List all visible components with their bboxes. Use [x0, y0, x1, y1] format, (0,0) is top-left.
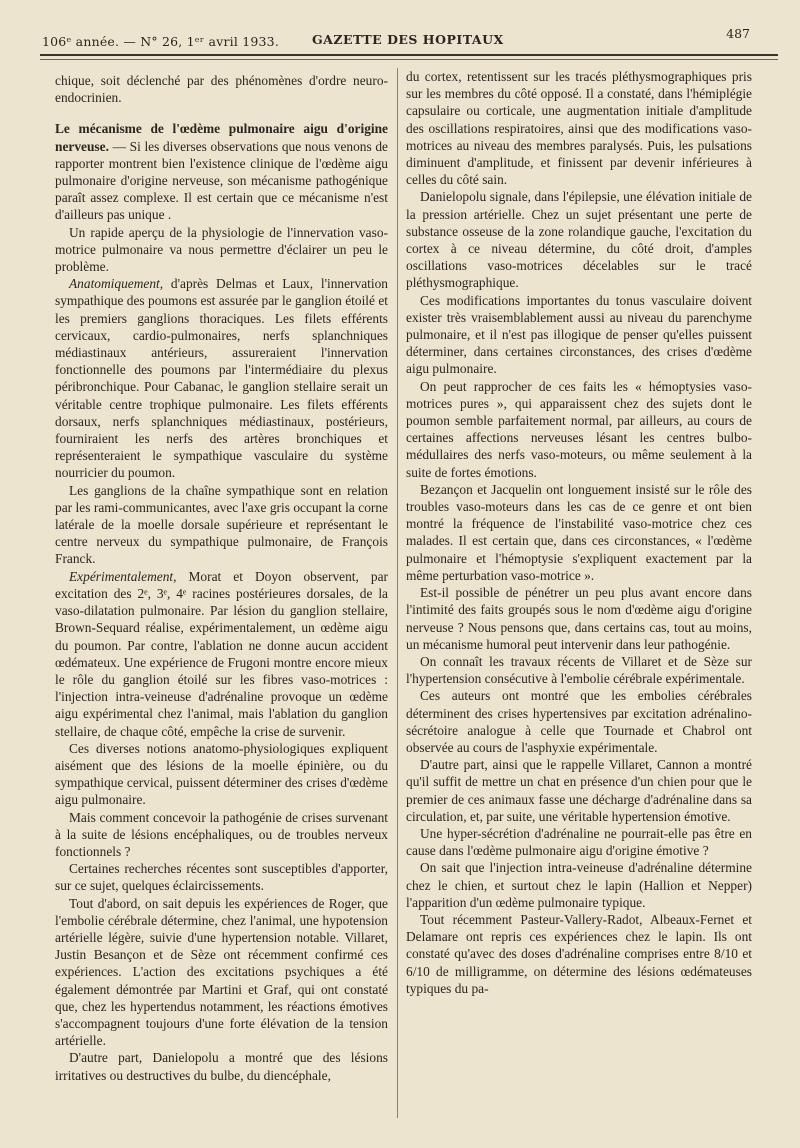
paragraph-lead: Anatomiquement,	[69, 276, 164, 292]
paragraph: D'autre part, ainsi que le rappelle Villaret, Cannon a montré qu'il suffit de mettre un chat en présence d'un chien pour que le premier de ces animaux fasse une décharge d'adrénaline dans sa circulation, et, par suite, une véritable hypertension émotive.	[406, 757, 752, 824]
paragraph: Mais comment concevoir la pathogénie de crises survenant à la suite de lésions encéphaliques, ou de troubles nerveux fonctionnels ?	[55, 809, 388, 859]
page-header	[0, 0, 800, 60]
paragraph: Danielopolu signale, dans l'épilepsie, une élévation initiale de la pression artérielle. Chez un sujet présentant une perte de substance osseuse de la zone rolandique gauche, l'excitation du cortex à ce niveau détermine, du côté droit, d'amples oscillations vaso-motrices décelables sur le tracé pléthysmographique.	[406, 189, 752, 291]
left-column	[55, 72, 388, 1084]
paragraph: chique, soit déclenché par des phénomènes d'ordre neuro-endocrinien.	[55, 73, 388, 106]
journal-title: GAZETTE DES HOPITAUX	[312, 32, 504, 47]
paragraph: Ces auteurs ont montré que les embolies cérébrales déterminent des crises hypertensives par excitation adrénalino-sécrétoire analogue à celle que Tournade et Chabrol ont observée au cours de l'asphyxie expérimentale.	[406, 688, 752, 755]
paragraph: On connaît les travaux récents de Villaret et de Sèze sur l'hypertension consécutive à l'embolie cérébrale expérimentale.	[406, 653, 752, 687]
paragraph: On sait que l'injection intra-veineuse d'adrénaline détermine chez le chien, et surtout chez le lapin (Hallion et Nepper) l'apparition d'un œdème pulmonaire typique.	[406, 860, 752, 910]
paragraph	[55, 275, 388, 481]
paragraph-lead: Expérimentalement,	[69, 568, 177, 584]
paragraph: Un rapide aperçu de la physiologie de l'innervation vaso-motrice pulmonaire va nous permettre d'éclairer un peu le problème.	[55, 224, 388, 275]
issue-info: 106ᵉ année. — N° 26, 1ᵉʳ avril 1933.	[42, 34, 280, 49]
header-rule-thick	[40, 54, 778, 56]
page-number: 487	[726, 26, 750, 41]
paragraph-text: Morat et Doyon observent, par excitation des 2ᵉ, 3ᵉ, 4ᵉ racines postérieures dorsales, de la vaso-dilatation pulmonaire. Par lésion du ganglion stellaire, Brown-Sequard réalise, expérimentalement, un œdème aigu du poumon. Par contre, l'ablation ne donne aucun accident œdémateux. Une expérience de Frugoni montre encore mieux le rôle du ganglion étoilé sur les fibres vaso-motrices : l'injection intra-veineuse d'adrénaline provoque un œdème aigu expérimental chez l'animal, mais l'ablation du ganglion stellaire, de chaque côté, empêche la crise de survenir.	[55, 568, 388, 739]
paragraph: Bezançon et Jacquelin ont longuement insisté sur le rôle des troubles vaso-moteurs dans les cas de ce genre et ont bien montré la fréquence de l'instabilité vaso-motrice chez ces malades. Il est certain que, dans ces circonstances, « l'œdème pulmonaire et l'hémoptysie s'expliquent exactement par la même perturbation vaso-motrice ».	[406, 481, 752, 583]
paragraph: Tout d'abord, on sait depuis les expériences de Roger, que l'embolie cérébrale détermine, chez l'animal, une hypotension artérielle légère, suivie d'une hypertension notable. Villaret, Justin Besançon et de Sèze ont récemment confirmé ces expériences. L'action des excitations psychiques a été également démontrée par Martini et Graf, qui ont constaté que, chez les hypertendus notamment, les réactions émotives s'accompagnent toujours d'une forte élévation de la tension artérielle.	[55, 895, 388, 1049]
section-heading: Le mécanisme de l'œdème pulmonaire aigu d'origine nerveuse.	[55, 121, 388, 154]
paragraph: Certaines recherches récentes sont susceptibles d'apporter, sur ce sujet, quelques éclaircissements.	[55, 861, 388, 894]
paragraph: Les ganglions de la chaîne sympathique sont en relation par les rami-communicantes, avec l'axe gris occupant la corne latérale de la moelle dorsale supérieure et représentant le centre nerveux du sympathique pulmonaire, de François Franck.	[55, 482, 388, 567]
paragraph-text: — Si les diverses observations que nous venons de rapporter montrent bien l'existence clinique de l'œdème aigu pulmonaire d'origine nerveuse, son mécanisme pathogénique paraît assez complexe. Il est certain que ce mécanisme n'est d'ailleurs pas unique .	[55, 138, 388, 223]
paragraph	[55, 568, 388, 740]
paragraph: Une hyper-sécrétion d'adrénaline ne pourrait-elle pas être en cause dans l'œdème pulmonaire aigu d'origine émotive ?	[406, 825, 752, 859]
column-divider	[397, 68, 398, 1118]
paragraph: D'autre part, Danielopolu a montré que des lésions irritatives ou destructives du bulbe, du diencéphale,	[55, 1050, 388, 1083]
paragraph: Est-il possible de pénétrer un peu plus avant encore dans l'intimité des faits groupés sous le nom d'œdème aigu d'origine nerveuse ? Nous pensons que, dans certains cas, tout au moins, un mécanisme humoral peut intervenir dans leur pathogénie.	[406, 585, 752, 652]
paragraph: Tout récemment Pasteur-Vallery-Radot, Albeaux-Fernet et Delamare ont repris ces expériences chez le lapin. Ils ont constaté qu'avec des doses d'adrénaline comprises entre 8/10 et 6/10 de milligramme, on détermine des lésions œdémateuses typiques du pa-	[406, 911, 752, 996]
paragraph: On peut rapprocher de ces faits les « hémoptysies vaso-motrices pures », qui apparaissent chez des sujets dont le poumon semble parfaitement normal, par ailleurs, au cours de certaines affections nerveuses lésant les centres bulbo-médullaires des nerfs vaso-moteurs, ou même seulement à la suite de fortes émotions.	[406, 378, 752, 480]
paragraph-text: d'après Delmas et Laux, l'innervation sympathique des poumons est assurée par le ganglion étoilé et les premiers ganglions thoraciques. Les filets efférents cervicaux, cardio-pulmonaires, nerfs splanchniques médiastinaux antérieurs, assureraient l'innervation fonctionnelle des poumons par l'intermédiaire du plexus péribronchique. Pour Cabanac, le ganglion stellaire serait un véritable centre trophique pulmonaire. Les filets efférents dorsaux, nerfs splanchniques médiastinaux, postérieurs, fourniraient les nerfs des artères bronchiques et représenteraient le sympathique vasculaire du système nourricier du poumon.	[55, 276, 388, 481]
paragraph: du cortex, retentissent sur les tracés pléthysmographiques pris sur les membres du côté opposé. Il a constaté, dans l'hémiplégie capsulaire ou corticale, une augmentation initiale d'amplitude des oscillations respiratoires, ainsi que des modifications vaso-motrices au niveau des membres paralysés. Puis, les pulsations diminuent d'amplitude, et finissent par devenir inférieures à celles du côté sain.	[406, 69, 752, 188]
header-rule-thin	[40, 59, 778, 60]
right-column	[406, 68, 752, 997]
paragraph: Ces diverses notions anatomo-physiologiques expliquent aisément que des lésions de la moelle épinière, ou du sympathique cervical, puissent déterminer des crises d'œdème aigu pulmonaire.	[55, 740, 388, 808]
section-paragraph	[55, 120, 388, 223]
paragraph: Ces modifications importantes du tonus vasculaire doivent exister très vraisemblablement aussi au niveau du parenchyme pulmonaire, et il n'est pas illogique de penser qu'elles puissent déterminer, dans certaines circonstances, des crises d'œdème aigu pulmonaire.	[406, 292, 752, 377]
